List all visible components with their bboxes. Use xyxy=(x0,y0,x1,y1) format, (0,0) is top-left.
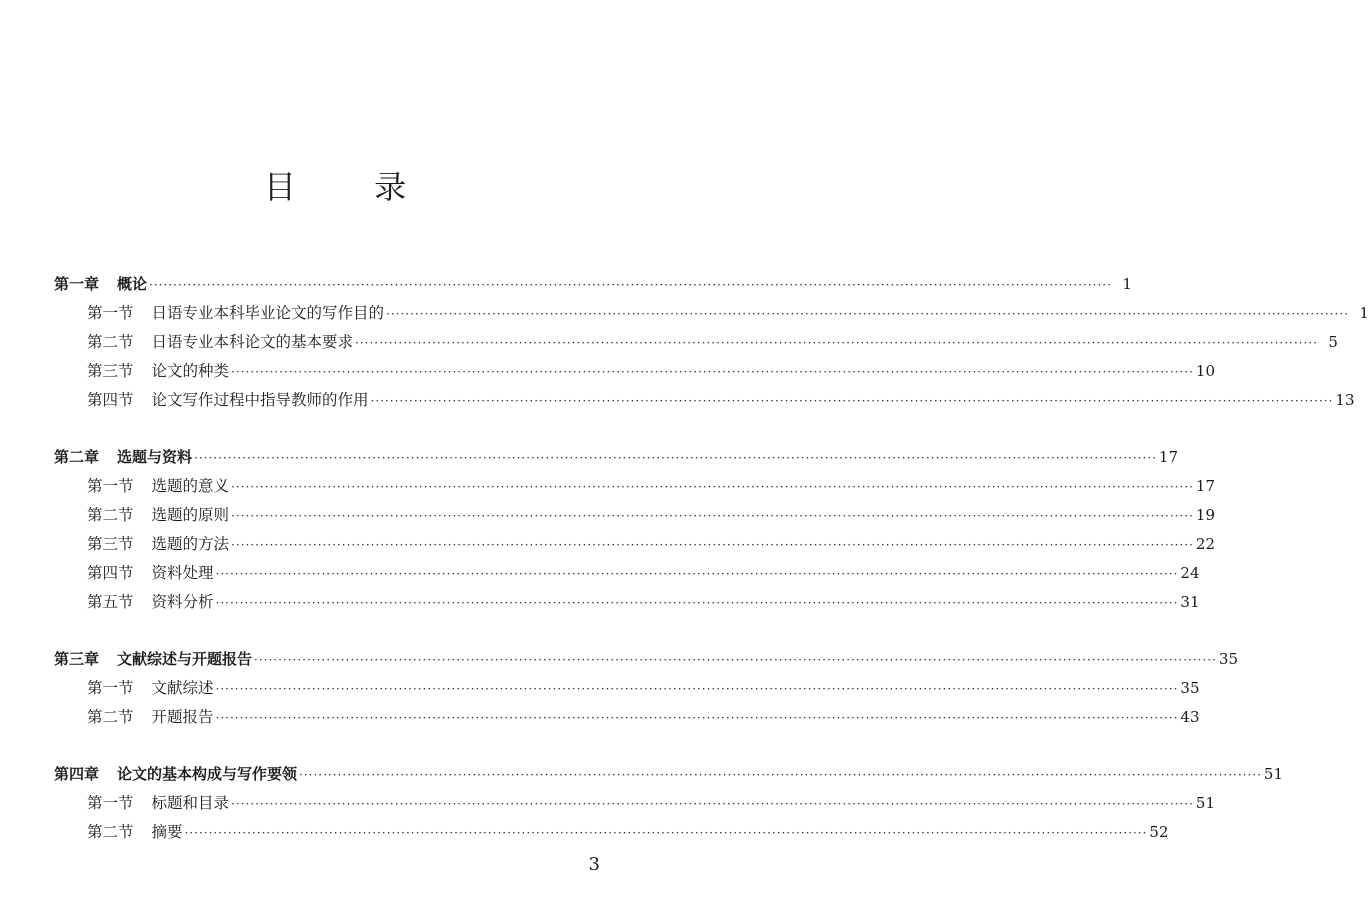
toc-section-entry xyxy=(54,674,1200,703)
dot-leader: ········································································································································································································ xyxy=(149,278,1112,292)
section-title: 日语专业本科论文的基本要求 xyxy=(151,333,354,351)
section-label: 第一节 xyxy=(87,304,134,322)
chapter-label: 第四章 xyxy=(54,765,100,783)
toc-section-entry xyxy=(54,386,1355,415)
toc-section-entry xyxy=(54,357,1216,386)
section-title: 文献综述 xyxy=(151,679,214,697)
table-of-contents xyxy=(54,270,1369,847)
toc-chapter-entry xyxy=(54,270,1132,299)
page-ref: 1 xyxy=(1359,304,1369,322)
dot-leader: ········································································································································································································ xyxy=(215,682,1179,696)
section-title: 日语专业本科毕业论文的写作目的 xyxy=(151,304,385,322)
page-ref: 35 xyxy=(1180,679,1200,697)
section-title: 标题和目录 xyxy=(151,794,230,812)
dot-leader: ········································································································································································································ xyxy=(215,711,1179,725)
dot-leader: ········································································································································································································ xyxy=(231,509,1194,523)
dot-leader: ········································································································································································································ xyxy=(231,365,1194,379)
dot-leader: ········································································································································································································ xyxy=(386,307,1349,321)
chapter-label: 第二章 xyxy=(54,448,100,466)
page-ref: 51 xyxy=(1263,765,1284,783)
dot-leader: ········································································································································································································ xyxy=(231,797,1194,811)
page-ref: 17 xyxy=(1158,448,1179,466)
page-title: 目 录 xyxy=(263,168,441,206)
chapter-title: 文献综述与开题报告 xyxy=(117,650,253,668)
section-title: 选题的意义 xyxy=(151,477,230,495)
page-ref: 13 xyxy=(1335,391,1355,409)
page-ref: 52 xyxy=(1149,823,1169,841)
dot-leader: ········································································································································································································ xyxy=(215,567,1179,581)
section-title: 论文的种类 xyxy=(151,362,230,380)
dot-leader: ········································································································································································································ xyxy=(370,394,1334,408)
toc-section-entry xyxy=(54,703,1200,732)
chapter-label: 第三章 xyxy=(54,650,100,668)
page-ref: 17 xyxy=(1195,477,1216,495)
toc-section-entry xyxy=(54,472,1216,501)
page-ref: 1 xyxy=(1122,275,1132,293)
page-ref: 22 xyxy=(1195,535,1216,553)
toc-section-entry xyxy=(54,501,1216,530)
section-label: 第一节 xyxy=(87,477,134,495)
dot-leader: ········································································································································································································ xyxy=(231,480,1194,494)
chapter-title: 选题与资料 xyxy=(117,448,193,466)
section-label: 第一节 xyxy=(87,794,134,812)
toc-chapter-entry xyxy=(54,760,1284,789)
chapter-label: 第一章 xyxy=(54,275,100,293)
dot-leader: ········································································································································································································ xyxy=(215,596,1179,610)
section-label: 第三节 xyxy=(87,362,134,380)
section-label: 第二节 xyxy=(87,506,134,524)
chapter-title: 概论 xyxy=(117,275,148,293)
section-title: 开题报告 xyxy=(151,708,214,726)
section-title: 摘要 xyxy=(151,823,183,841)
chapter-title: 论文的基本构成与写作要领 xyxy=(117,765,298,783)
page-ref: 10 xyxy=(1195,362,1216,380)
dot-leader: ········································································································································································································ xyxy=(184,826,1148,840)
section-title: 资料处理 xyxy=(151,564,214,582)
toc-section-entry xyxy=(54,789,1216,818)
page-ref: 51 xyxy=(1195,794,1216,812)
page-number: 3 xyxy=(588,854,600,875)
page-ref: 19 xyxy=(1195,506,1216,524)
toc-section-entry xyxy=(54,818,1169,847)
toc-gap xyxy=(54,617,598,645)
section-title: 资料分析 xyxy=(151,593,214,611)
dot-leader: ········································································································································································································ xyxy=(194,451,1157,465)
section-title: 选题的方法 xyxy=(151,535,230,553)
page-ref: 35 xyxy=(1218,650,1239,668)
toc-section-entry xyxy=(54,530,1216,559)
page-ref: 43 xyxy=(1180,708,1200,726)
section-label: 第四节 xyxy=(87,564,134,582)
page-ref: 5 xyxy=(1328,333,1338,351)
section-label: 第五节 xyxy=(87,593,134,611)
section-label: 第三节 xyxy=(87,535,134,553)
section-title: 论文写作过程中指导教师的作用 xyxy=(151,391,369,409)
toc-section-entry xyxy=(54,328,1338,357)
page-ref: 24 xyxy=(1180,564,1200,582)
section-label: 第二节 xyxy=(87,823,134,841)
dot-leader: ········································································································································································································ xyxy=(254,653,1217,667)
dot-leader: ········································································································································································································ xyxy=(299,768,1262,782)
toc-gap xyxy=(54,415,598,443)
toc-section-entry xyxy=(54,299,1369,328)
dot-leader: ········································································································································································································ xyxy=(355,336,1318,350)
toc-gap xyxy=(54,732,598,760)
section-label: 第一节 xyxy=(87,679,134,697)
section-title: 选题的原则 xyxy=(151,506,230,524)
section-label: 第二节 xyxy=(87,333,134,351)
toc-chapter-entry xyxy=(54,443,1179,472)
dot-leader: ········································································································································································································ xyxy=(231,538,1194,552)
toc-chapter-entry xyxy=(54,645,1239,674)
toc-section-entry xyxy=(54,559,1200,588)
section-label: 第二节 xyxy=(87,708,134,726)
page-ref: 31 xyxy=(1180,593,1200,611)
toc-section-entry xyxy=(54,588,1200,617)
section-label: 第四节 xyxy=(87,391,134,409)
